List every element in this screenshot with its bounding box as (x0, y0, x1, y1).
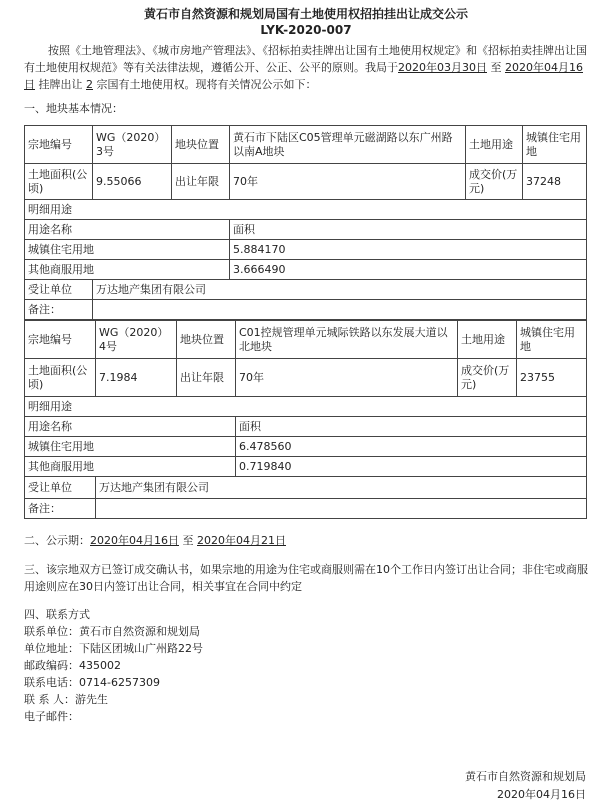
location-value: C01控规管理单元城际铁路以东发展大道以北地块 (236, 321, 458, 359)
use-name-cell: 城镇住宅用地 (25, 437, 236, 457)
use-name-cell: 其他商服用地 (25, 260, 230, 280)
table-row (25, 200, 587, 220)
area-label: 土地面积(公顷) (25, 359, 96, 397)
table-row (25, 164, 587, 200)
contact-postcode: 邮政编码：435002 (24, 659, 121, 672)
use-area-cell: 0.719840 (236, 457, 587, 477)
table-row (25, 457, 587, 477)
price-value: 37248 (523, 164, 587, 200)
intro-paragraph (24, 42, 590, 93)
use-name-cell: 其他商服用地 (25, 457, 236, 477)
term-label: 出让年限 (172, 164, 230, 200)
area-header: 面积 (236, 417, 587, 437)
signature-org: 黄石市自然资源和规划局 (465, 770, 586, 783)
remark-label: 备注： (25, 499, 96, 519)
parcel-no-label: 宗地编号 (25, 321, 96, 359)
remark-label: 备注： (25, 300, 93, 320)
table-row (25, 359, 587, 397)
signature-block (465, 768, 586, 804)
location-label: 地块位置 (172, 126, 230, 164)
contact-unit: 联系单位：黄石市自然资源和规划局 (24, 625, 200, 638)
use-name-header: 用途名称 (25, 220, 230, 240)
section-4-heading: 四、联系方式 (24, 608, 90, 621)
land-use-label: 土地用途 (466, 126, 523, 164)
grantee-value: 万达地产集团有限公司 (93, 280, 587, 300)
term-value: 70年 (230, 164, 466, 200)
intro-text-3: 宗国有土地使用权。现将有关情况公示如下： (96, 78, 317, 91)
parcel-table-1 (24, 125, 587, 320)
detail-use-label: 明细用途 (25, 397, 587, 417)
table-row (25, 397, 587, 417)
intro-text-2: 挂牌出让 (38, 78, 83, 91)
notice-end-date: 2020年04月21日 (197, 534, 286, 547)
location-value: 黄石市下陆区C05管理单元磁湖路以东广州路以南A地块 (230, 126, 466, 164)
table-row (25, 499, 587, 519)
section-2 (24, 533, 612, 549)
price-label: 成交价(万元) (458, 359, 517, 397)
contact-email: 电子邮件： (24, 710, 79, 723)
table-row (25, 437, 587, 457)
section-2-label: 二、公示期： (24, 534, 90, 547)
intro-count: 2 (86, 78, 93, 91)
grantee-label: 受让单位 (25, 477, 96, 499)
table-row (25, 321, 587, 359)
intro-start-date: 2020年03月30日 (398, 61, 487, 74)
table-row (25, 417, 587, 437)
table-row (25, 260, 587, 280)
price-label: 成交价(万元) (466, 164, 523, 200)
area-label: 土地面积(公顷) (25, 164, 93, 200)
term-value: 70年 (236, 359, 458, 397)
contact-phone: 联系电话：0714-6257309 (24, 676, 160, 689)
table-row (25, 126, 587, 164)
table-row (25, 240, 587, 260)
page-title: 黄石市自然资源和规划局国有土地使用权招拍挂出让成交公示 (143, 7, 468, 21)
contact-address: 单位地址：下陆区团城山广州路22号 (24, 642, 203, 655)
contact-person: 联 系 人：游先生 (24, 693, 108, 706)
section-3: 三、该宗地双方已签订成交确认书，如果宗地的用途为住宅或商服则需在10个工作日内签订出让合同；非住宅或商服用途则应在30日内签订出让合同，相关事宜在合同中约定 (24, 563, 588, 593)
intro-end-date: 2020年04月16日 (24, 61, 583, 91)
intro-to: 至 (490, 61, 502, 74)
area-value: 9.55066 (93, 164, 172, 200)
remark-value (93, 300, 587, 320)
table-row (25, 280, 587, 300)
grantee-value: 万达地产集团有限公司 (96, 477, 587, 499)
price-value: 23755 (517, 359, 587, 397)
location-label: 地块位置 (177, 321, 236, 359)
area-header: 面积 (230, 220, 587, 240)
table-row (25, 300, 587, 320)
document-number: LYK-2020-007 (260, 23, 352, 37)
parcel-no-value: WG（2020）3号 (93, 126, 172, 164)
table-row (25, 477, 587, 499)
use-area-cell: 5.884170 (230, 240, 587, 260)
parcel-table-2 (24, 320, 587, 519)
land-use-label: 土地用途 (458, 321, 517, 359)
grantee-label: 受让单位 (25, 280, 93, 300)
use-name-header: 用途名称 (25, 417, 236, 437)
table-row (25, 220, 587, 240)
signature-date: 2020年04月16日 (497, 788, 586, 801)
use-name-cell: 城镇住宅用地 (25, 240, 230, 260)
detail-use-label: 明细用途 (25, 200, 587, 220)
intro-text-1: 按照《土地管理法》、《城市房地产管理法》、《招标拍卖挂牌出让国有土地使用权规定》和《招标拍卖挂牌出让国有土地使用权规范》等有关法律法规，遵循公开、公正、公平的原则。我局于 (24, 44, 587, 74)
parcel-no-value: WG（2020）4号 (96, 321, 177, 359)
land-use-value: 城镇住宅用地 (523, 126, 587, 164)
remark-value (96, 499, 587, 519)
section-1-heading: 一、地块基本情况： (24, 102, 123, 115)
use-area-cell: 3.666490 (230, 260, 587, 280)
area-value: 7.1984 (96, 359, 177, 397)
use-area-cell: 6.478560 (236, 437, 587, 457)
notice-start-date: 2020年04月16日 (90, 534, 179, 547)
notice-to: 至 (182, 534, 194, 547)
land-use-value: 城镇住宅用地 (517, 321, 587, 359)
parcel-no-label: 宗地编号 (25, 126, 93, 164)
term-label: 出让年限 (177, 359, 236, 397)
